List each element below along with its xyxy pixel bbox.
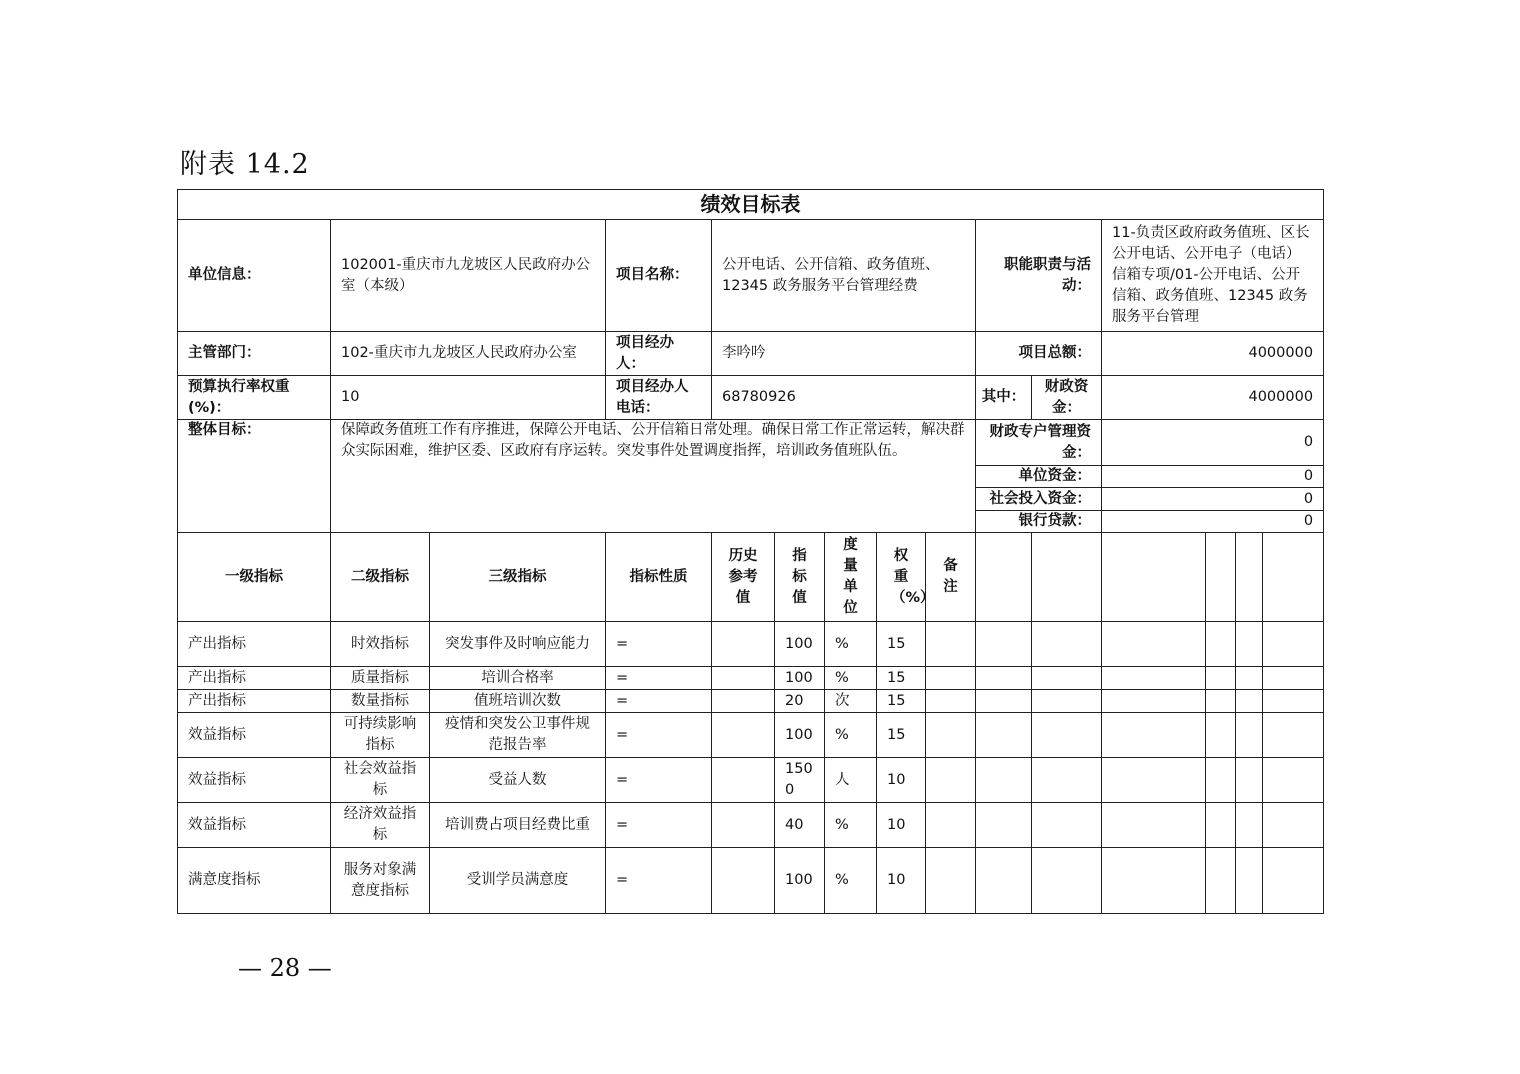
empty-cell: [1032, 622, 1102, 667]
header-nature: 指标性质: [606, 533, 712, 622]
empty-cell: [1236, 848, 1263, 914]
empty-cell: [1102, 803, 1206, 848]
empty-cell: [1206, 533, 1236, 622]
empty-cell: [1206, 622, 1236, 667]
page-number: — 28 —: [238, 954, 332, 982]
table-row: [178, 713, 1324, 758]
fiscal-value: 4000000: [1102, 376, 1324, 420]
among-label: 其中：: [976, 376, 1032, 420]
row-level2: 社会效益指标: [331, 758, 430, 803]
unit-funds-label: 单位资金：: [976, 466, 1102, 488]
row-level3: 受益人数: [430, 758, 606, 803]
row-history: [712, 667, 775, 690]
row-weight: 15: [877, 622, 926, 667]
row-note: [926, 622, 976, 667]
row-weight: 15: [877, 667, 926, 690]
row-weight: 15: [877, 690, 926, 713]
empty-cell: [1263, 622, 1324, 667]
header-level3: 三级指标: [430, 533, 606, 622]
empty-cell: [1032, 758, 1102, 803]
social-value: 0: [1102, 488, 1324, 511]
row-unit: 人: [825, 758, 877, 803]
row-target: 20: [775, 690, 825, 713]
empty-cell: [1236, 713, 1263, 758]
project-name-value: 公开电话、公开信箱、政务值班、12345 政务服务平台管理经费: [712, 220, 976, 332]
goal-label: 整体目标：: [178, 420, 331, 533]
empty-cell: [976, 690, 1032, 713]
row-weight: 10: [877, 803, 926, 848]
header-level2: 二级指标: [331, 533, 430, 622]
empty-cell: [1102, 848, 1206, 914]
empty-cell: [1206, 758, 1236, 803]
duty-label: 职能职责与活动：: [976, 220, 1102, 332]
project-name-label: 项目名称：: [606, 220, 712, 332]
empty-cell: [1236, 667, 1263, 690]
phone-label: 项目经办人电话：: [606, 376, 712, 420]
performance-table: [177, 189, 1324, 914]
row-unit: %: [825, 622, 877, 667]
row-nature: =: [606, 758, 712, 803]
row-level1: 产出指标: [178, 667, 331, 690]
row-level3: 突发事件及时响应能力: [430, 622, 606, 667]
row-note: [926, 803, 976, 848]
phone-value: 68780926: [712, 376, 976, 420]
empty-cell: [1206, 690, 1236, 713]
empty-cell: [1206, 713, 1236, 758]
row-target: 100: [775, 622, 825, 667]
row-nature: =: [606, 803, 712, 848]
row-history: [712, 758, 775, 803]
row-history: [712, 690, 775, 713]
row-level1: 效益指标: [178, 758, 331, 803]
header-weight: 权重（%）: [877, 533, 926, 622]
empty-cell: [976, 713, 1032, 758]
manager-value: 李吟吟: [712, 332, 976, 376]
row-note: [926, 667, 976, 690]
header-unit: 度量单位: [825, 533, 877, 622]
empty-cell: [1263, 758, 1324, 803]
row-level2: 可持续影响指标: [331, 713, 430, 758]
row-level1: 满意度指标: [178, 848, 331, 914]
row-target: 100: [775, 667, 825, 690]
empty-cell: [1263, 667, 1324, 690]
empty-cell: [1032, 533, 1102, 622]
row-level2: 服务对象满意度指标: [331, 848, 430, 914]
empty-cell: [1236, 533, 1263, 622]
unit-funds-value: 0: [1102, 466, 1324, 488]
empty-cell: [1102, 533, 1206, 622]
budget-rate-label: 预算执行率权重(%)：: [178, 376, 331, 420]
row-unit: %: [825, 848, 877, 914]
empty-cell: [1102, 622, 1206, 667]
special-value: 0: [1102, 420, 1324, 466]
fiscal-label: 财政资金：: [1032, 376, 1102, 420]
duty-value: 11-负责区政府政务值班、区长公开电话、公开电子（电话）信箱专项/01-公开电话、公开信箱、政务值班、12345 政务服务平台管理: [1102, 220, 1324, 332]
loan-value: 0: [1102, 511, 1324, 533]
row-level2: 经济效益指标: [331, 803, 430, 848]
dept-value: 102-重庆市九龙坡区人民政府办公室: [331, 332, 606, 376]
table-row: [178, 622, 1324, 667]
row-unit: %: [825, 667, 877, 690]
empty-cell: [976, 803, 1032, 848]
header-note: 备注: [926, 533, 976, 622]
empty-cell: [1032, 848, 1102, 914]
page-heading: 附表 14.2: [180, 149, 310, 180]
row-level1: 效益指标: [178, 713, 331, 758]
total-label: 项目总额：: [976, 332, 1102, 376]
row-nature: =: [606, 848, 712, 914]
empty-cell: [1236, 690, 1263, 713]
empty-cell: [1263, 690, 1324, 713]
row-level1: 效益指标: [178, 803, 331, 848]
empty-cell: [1032, 667, 1102, 690]
empty-cell: [1263, 803, 1324, 848]
empty-cell: [1102, 690, 1206, 713]
social-label: 社会投入资金：: [976, 488, 1102, 511]
empty-cell: [976, 758, 1032, 803]
row-nature: =: [606, 667, 712, 690]
row-level3: 受训学员满意度: [430, 848, 606, 914]
table-row: [178, 758, 1324, 803]
row-history: [712, 713, 775, 758]
empty-cell: [1236, 622, 1263, 667]
row-target: 100: [775, 713, 825, 758]
row-weight: 15: [877, 713, 926, 758]
total-value: 4000000: [1102, 332, 1324, 376]
header-target: 指标值: [775, 533, 825, 622]
budget-rate-value: 10: [331, 376, 606, 420]
row-note: [926, 713, 976, 758]
row-level1: 产出指标: [178, 622, 331, 667]
table-row: [178, 803, 1324, 848]
header-level1: 一级指标: [178, 533, 331, 622]
row-note: [926, 758, 976, 803]
table-row: [178, 667, 1324, 690]
empty-cell: [1206, 667, 1236, 690]
empty-cell: [1032, 690, 1102, 713]
empty-cell: [976, 533, 1032, 622]
row-note: [926, 690, 976, 713]
dept-label: 主管部门：: [178, 332, 331, 376]
empty-cell: [1206, 803, 1236, 848]
row-history: [712, 622, 775, 667]
row-level2: 数量指标: [331, 690, 430, 713]
row-level3: 值班培训次数: [430, 690, 606, 713]
row-unit: 次: [825, 690, 877, 713]
table-title: 绩效目标表: [178, 190, 1324, 220]
unit-info-value: 102001-重庆市九龙坡区人民政府办公室（本级）: [331, 220, 606, 332]
row-note: [926, 848, 976, 914]
empty-cell: [1236, 803, 1263, 848]
empty-cell: [1206, 848, 1236, 914]
empty-cell: [1236, 758, 1263, 803]
row-level3: 培训合格率: [430, 667, 606, 690]
row-history: [712, 848, 775, 914]
empty-cell: [1102, 758, 1206, 803]
table-row: [178, 848, 1324, 914]
empty-cell: [1032, 803, 1102, 848]
row-target: 40: [775, 803, 825, 848]
table-row: [178, 690, 1324, 713]
row-unit: %: [825, 803, 877, 848]
empty-cell: [1263, 533, 1324, 622]
row-level2: 质量指标: [331, 667, 430, 690]
header-history: 历史参考值: [712, 533, 775, 622]
row-target: 100: [775, 848, 825, 914]
row-weight: 10: [877, 848, 926, 914]
row-level3: 疫情和突发公卫事件规范报告率: [430, 713, 606, 758]
unit-info-label: 单位信息：: [178, 220, 331, 332]
empty-cell: [1032, 713, 1102, 758]
empty-cell: [1263, 848, 1324, 914]
manager-label: 项目经办人：: [606, 332, 712, 376]
loan-label: 银行贷款：: [976, 511, 1102, 533]
special-label: 财政专户管理资金：: [976, 420, 1102, 466]
empty-cell: [1263, 713, 1324, 758]
empty-cell: [1102, 713, 1206, 758]
empty-cell: [976, 622, 1032, 667]
row-target: 1500: [775, 758, 825, 803]
empty-cell: [976, 667, 1032, 690]
row-level1: 产出指标: [178, 690, 331, 713]
empty-cell: [976, 848, 1032, 914]
goal-value: 保障政务值班工作有序推进，保障公开电话、公开信箱日常处理。确保日常工作正常运转，解决群众实际困难，维护区委、区政府有序运转。突发事件处置调度指挥，培训政务值班队伍。: [331, 420, 976, 533]
empty-cell: [1102, 667, 1206, 690]
row-level3: 培训费占项目经费比重: [430, 803, 606, 848]
row-history: [712, 803, 775, 848]
row-unit: %: [825, 713, 877, 758]
row-nature: =: [606, 690, 712, 713]
row-nature: =: [606, 713, 712, 758]
row-level2: 时效指标: [331, 622, 430, 667]
row-weight: 10: [877, 758, 926, 803]
row-nature: =: [606, 622, 712, 667]
